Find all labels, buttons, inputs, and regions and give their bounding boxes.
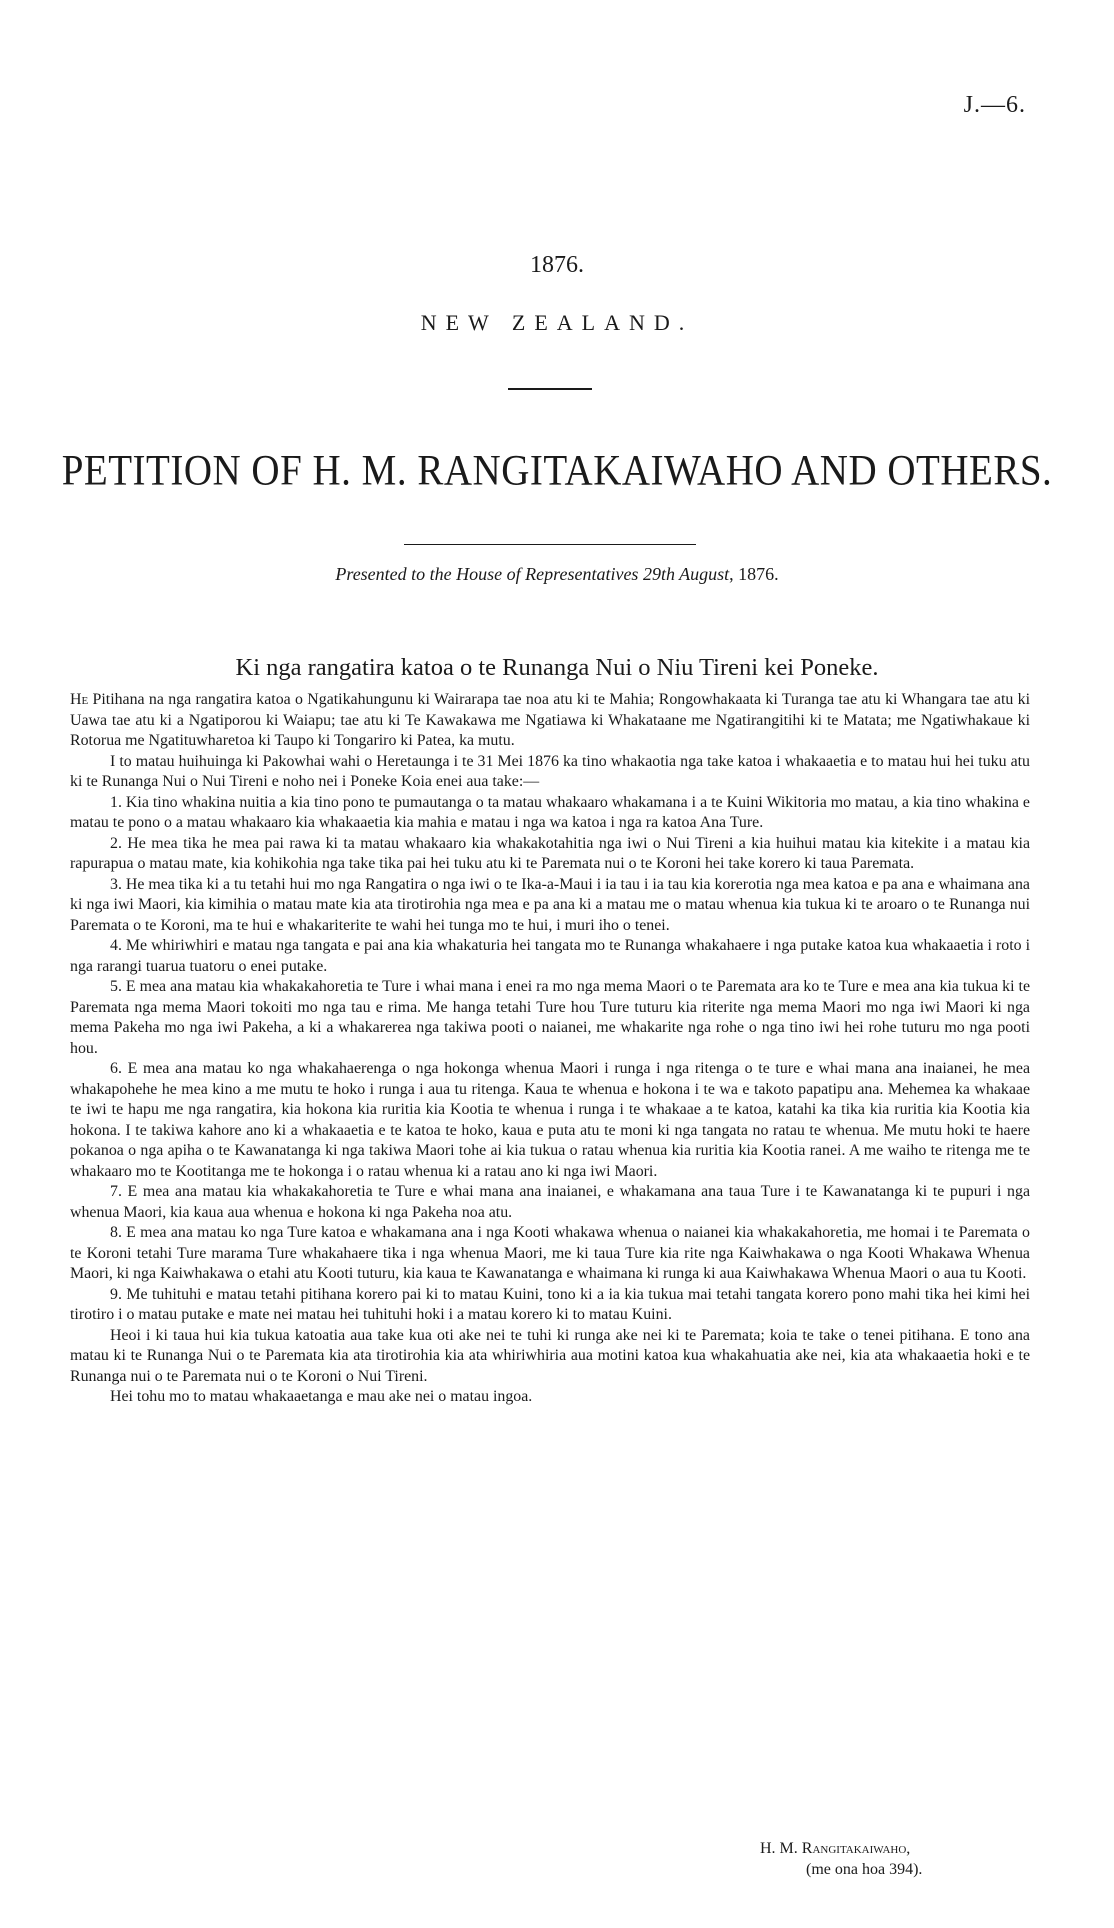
opening-rest: Pitihana na nga rangatira katoa o Ngatikahungunu ki Wairarapa tae noa atu ki te Mahia; Rongowhakaata ki Turanga tae atu ki Whangara tae atu ki Uawa tae atu ki a Ngatiporou ki Waiapu; tae atu ki Te Kawakawa me Ngatiawa ki Whakataane me Ngatirangitihi ki te Matata; me Ngatiwhakaue ki Rotorua me Ngatituwharetoa ki Taupo ki Tongariro ki Patea, ka mutu. bbox=[70, 691, 1030, 749]
resolution-item-8: 8. E mea ana matau ko nga Ture katoa e whakamana ana i nga Kooti whakawa whenua o naianei kia whakakahoretia, me homai i te Paremata o te Koroni tetahi Ture marama Ture whakahaere tika i nga whenua Maori, me ki taua Ture kia rite nga Kaiwhakawa o nga Kooti Whakawa Whenua Maori, ki nga Kaiwhakawa o etahi atu Kooti tuturu, kia kaua te Kawanatanga e whaimana ki runga ki aua Kaiwhakawa Whenua Maori o aua tu Kooti. bbox=[70, 1224, 1030, 1282]
opening-paragraph bbox=[70, 690, 1030, 752]
resolution-item-2: 2. He mea tika he mea pai rawa ki ta matau whakaaro kia whakakotahitia nga iwi o Nui Tireni a kia huihui matau kia kitekite i a matau kia rapurapua o matau mate, kia kohikohia nga take tika pai hei tuku atu ki te Paremata nui o te Koroni hei take korero ki taua Paremata. bbox=[70, 834, 1030, 872]
signatory-name: H. M. Rangitakaiwaho, bbox=[760, 1840, 911, 1857]
year-heading: 1876. bbox=[530, 252, 584, 278]
document-title: PETITION OF H. M. RANGITAKAIWAHO AND OTHERS. bbox=[61, 446, 1053, 495]
presented-prefix: Presented to the House of Representatives bbox=[335, 564, 643, 584]
signature-block bbox=[760, 1838, 922, 1880]
resolution-item-3: 3. He mea tika ki a tu tetahi hui mo nga Rangatira o nga iwi o te Ika-a-Maui i ia tau i ia tau kia korerotia nga mea katoa e pa ana e whaimana ana ki nga iwi Maori, kia kimihia o matau mate kia ata tirotirohia nga mea e pa ana ki a matau me o matau whenua kia tukua ki te aroaro o te Runanga nui Paremata o te Koroni, ma te hui e whakariterite te wahi hei tunga mo te hui, i muri iho o tenei. bbox=[70, 875, 1030, 934]
closing-paragraph: Heoi i ki taua hui kia tukua katoatia aua take kua oti ake nei te tuhi ki runga ake nei ki te Paremata; koia te take o tenei pitihana. E tono ana matau ki te Runanga Nui o te Paremata kia ata tirotirohia kia ata whiriwhiria aua motini katoa kua whakahuatia ake nei, kia ata whakaaetia hoki e te Runanga nui o te Paremata nui o te Koroni o Nui Tireni. bbox=[70, 1326, 1030, 1385]
resolution-item-6: 6. E mea ana matau ko nga whakahaerenga o nga hokonga whenua Maori i runga i nga ritenga o te ture e whai mana ana inaianei, he mea whakapohehe he mea kino a me mutu te hoko i runga i aua tu ritenga. Kaua te whenua e hokona i te wa e takoto papatipu ana. Mehemea ka whakaae te iwi te hapu me nga rangatira, kia hokona kia ruritia kia Kootia te whenua i runga i te whakaae a te katoa, katahi ka tika kia ruritia kia Kootia kia hokona. I te takiwa kahore ano ki a whakaaetia e te katoa te hoko, kaua e puta atu te moni ki nga tangata no ratau te whenua. Me mutu hoki te haere pokanoa o nga apiha o te Kawanatanga ki nga takiwa Maori tohe ai kia tukua o ratau whenua kia ruritia kia Kootia ranei. A me waiho te ritenga me te whakaaro mo te Kootitanga me te hokonga i o ratau whenua ki a ratau ano ki nga iwi Maori. bbox=[70, 1060, 1030, 1180]
intro-paragraph: I to matau huihuinga ki Pakowhai wahi o Heretaunga i te 31 Mei 1876 ka tino whakaotia nga take katoa i whakaaetia e to matau hui hei tuku atu ki te Runanga Nui o Nui Tireni e noho nei i Poneke Koia enei aua take:— bbox=[70, 752, 1030, 790]
presented-line bbox=[0, 564, 1114, 585]
divider-short bbox=[508, 388, 592, 390]
opening-lead: He bbox=[70, 691, 89, 708]
closing-line: Hei tohu mo to matau whakaaetanga e mau ake nei o matau ingoa. bbox=[110, 1388, 533, 1405]
signatory-others: (me ona hoa 394). bbox=[806, 1861, 923, 1878]
resolution-item-7: 7. E mea ana matau kia whakakahoretia te Ture e whai mana ana inaianei, e whakamana ana taua Ture i te Kawanatanga ki te pupuri i nga whenua Maori, kia kaua aua whenua e hokona ki nga Pakeha noa atu. bbox=[70, 1183, 1030, 1221]
resolution-item-1: 1. Kia tino whakina nuitia a kia tino pono te pumautanga o ta matau whakaaro whakamana i a te Kuini Wikitoria mo matau, a kia tino whakina e matau te pono o a matau whakaaro kia whakaaetia kia mahia e matau i nga wa katoa i nga ra katoa Ana Ture. bbox=[70, 793, 1030, 831]
letter-body bbox=[70, 690, 1030, 1408]
presented-suffix: , 1876. bbox=[729, 564, 779, 584]
divider-title bbox=[404, 544, 696, 545]
page-reference: J.—6. bbox=[963, 92, 1026, 118]
presented-date: 29th August bbox=[642, 564, 730, 584]
country-heading: NEW ZEALAND. bbox=[420, 310, 694, 335]
resolution-item-5: 5. E mea ana matau kia whakakahoretia te Ture i whai mana i enei ra mo nga mema Maori o te Paremata ara ko te Ture e mea ana kia tukua ki te Paremata nga mema Maori tokoiti mo nga tau e rima. Me hanga tetahi Ture hou Ture tuturu kia riterite nga mema Maori mo nga iwi Maori ki nga mema Pakeha mo nga iwi Pakeha, a ki a whakarerea nga takiwa pooti o naianei, me whakarite nga rohe o nga tino iwi hei rohe tuturu mo nga pooti hou. bbox=[70, 978, 1030, 1057]
resolution-item-9: 9. Me tuhituhi e matau tetahi pitihana korero pai ki to matau Kuini, tono ki a ia kia tukua mai tetahi tangata korero pono mahi tika hei kimi hei tirotiro i o matau putake e mate nei matau hei tuhituhi hoki i a matau korero ki to matau Kuini. bbox=[70, 1285, 1030, 1323]
resolution-item-4: 4. Me whiriwhiri e matau nga tangata e pai ana kia whakaturia hei tangata mo te Runanga whakahaere i nga putake katoa kua whakaaetia i roto i nga rarangi tuarua tuatoru o enei putake. bbox=[70, 937, 1030, 975]
letter-salutation: Ki nga rangatira katoa o te Runanga Nui o Niu Tireni kei Poneke. bbox=[235, 654, 879, 681]
